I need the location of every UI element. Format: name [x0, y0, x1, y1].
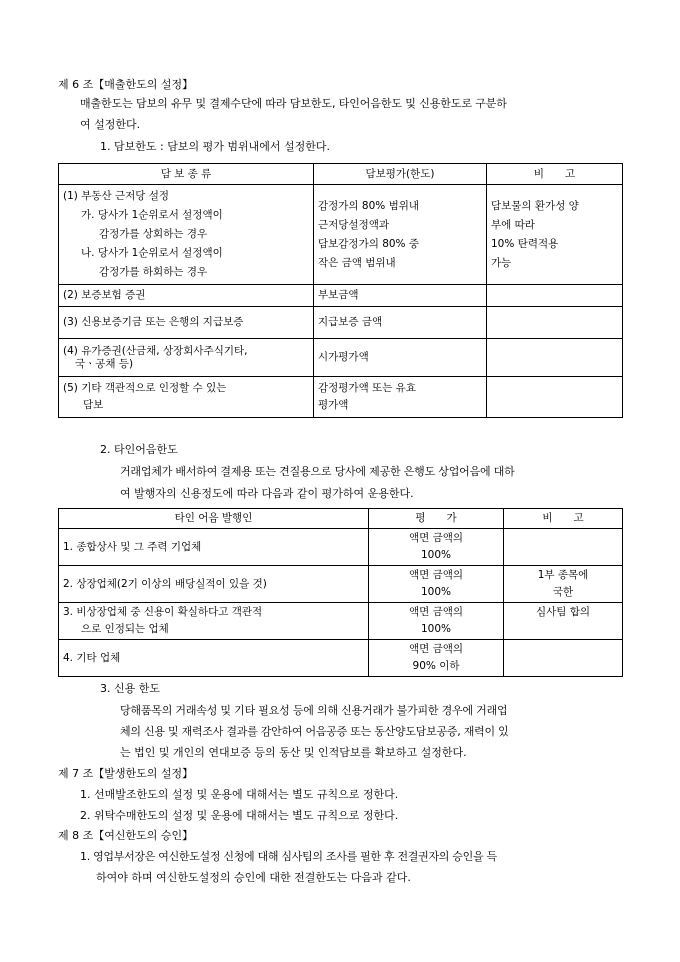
table-header: 담 보 종 류 — [59, 164, 314, 185]
table-cell: 액면 금액의 — [408, 532, 464, 544]
table-cell: 국한 — [552, 586, 574, 598]
table-cell: (4) 유가증권(산금채, 상장회사주식기타, — [63, 344, 248, 357]
section-heading: 2. 타인어음한도 — [100, 443, 178, 456]
table-cell: (3) 신용보증기금 또는 은행의 지급보증 — [59, 307, 314, 339]
table-cell: 시가평가액 — [314, 339, 487, 377]
list-item: 1. 영업부서장은 여신한도설정 신청에 대해 심사팀의 조사를 필한 후 전결권자의 승인을 득 — [80, 850, 497, 863]
table-header: 타인 어음 발행인 — [59, 509, 369, 529]
table-cell: (5) 기타 객관적으로 인정할 수 있는 — [63, 382, 227, 394]
table-row — [59, 339, 623, 377]
table-header: 담보평가(한도) — [314, 164, 487, 185]
table-cell: 부보금액 — [314, 285, 487, 307]
table-cell: 100% — [420, 549, 452, 561]
note-limit-table — [58, 508, 623, 677]
table-cell: 담보감정가의 80% 중 — [318, 237, 420, 250]
article-7-title: 제 7 조【발생한도의 설정】 — [58, 767, 194, 780]
table-cell: 10% 탄력적용 — [491, 237, 559, 250]
table-cell: 평가액 — [318, 399, 349, 411]
paragraph: 여 설정한다. — [80, 118, 141, 131]
table-cell: 심사팀 합의 — [504, 603, 623, 640]
article-8-title: 제 8 조【여신한도의 승인】 — [58, 829, 194, 842]
table-cell: 감정가를 하회하는 경우 — [99, 266, 208, 278]
paragraph: 매출한도는 담보의 유무 및 결제수단에 따라 담보한도, 타인어음한도 및 신용한도로 구분하 — [80, 97, 507, 110]
table-row — [59, 529, 623, 566]
table-row — [59, 307, 623, 339]
table-cell: 가. 당사가 1순위로서 설정액이 — [81, 209, 223, 221]
table-cell: 지급보증 금액 — [314, 307, 487, 339]
list-item: 1. 선매발조한도의 설정 및 운용에 대해서는 별도 규칙으로 정한다. — [80, 788, 399, 801]
paragraph: 거래업체가 배서하여 결제용 또는 견질용으로 당사에 제공한 은행도 상업어음에 대하 — [120, 465, 515, 478]
table-cell: 1부 종목에 — [537, 569, 589, 581]
table-cell: 100% — [420, 623, 452, 635]
table-cell — [487, 377, 623, 418]
collateral-limit-table — [58, 163, 623, 418]
table-cell: 부에 따라 — [491, 218, 535, 231]
table-header: 평 가 — [369, 509, 504, 529]
table-cell: 액면 금액의 — [408, 569, 464, 581]
table-cell: 으로 인정되는 업체 — [81, 623, 169, 635]
table-cell: 액면 금액의 — [408, 606, 464, 618]
table-cell: 작은 금액 범위내 — [318, 256, 396, 269]
table-cell — [487, 285, 623, 307]
table-row — [59, 566, 623, 603]
table-cell: 나. 당사가 1순위로서 설정액이 — [81, 247, 223, 259]
article-6-title: 제 6 조【매출한도의 설정】 — [58, 78, 194, 91]
table-row — [59, 603, 623, 640]
table-cell: 근저당설정액과 — [318, 218, 390, 231]
table-cell: 감정평가액 또는 유효 — [318, 382, 416, 394]
table-cell: 3. 비상장업체 중 신용이 확실하다고 객관적 — [63, 606, 263, 618]
table-header: 비 고 — [504, 509, 623, 529]
table-cell — [487, 339, 623, 377]
list-item: 2. 위탁수매한도의 설정 및 운용에 대해서는 별도 규칙으로 정한다. — [80, 809, 399, 822]
table-header: 비 고 — [487, 164, 623, 185]
table-cell: 담보물의 환가성 양 — [491, 199, 579, 212]
table-cell: (2) 보증보험 증권 — [59, 285, 314, 307]
table-cell: 담보 — [83, 399, 104, 411]
table-row — [59, 185, 623, 285]
list-item: 하여야 하며 여신한도설정의 승인에 대한 전결한도는 다음과 같다. — [96, 871, 411, 884]
table-cell: 가능 — [491, 256, 512, 269]
section-heading: 1. 담보한도 : 담보의 평가 범위내에서 설정한다. — [100, 140, 330, 153]
table-cell: 4. 기타 업체 — [59, 640, 369, 677]
section-heading: 3. 신용 한도 — [100, 682, 160, 695]
table-cell: (1) 부동산 근저당 설정 — [63, 190, 170, 202]
table-cell: 액면 금액의 — [408, 643, 464, 655]
table-cell — [504, 640, 623, 677]
paragraph: 는 법인 및 개인의 연대보증 등의 동산 및 인적담보를 확보하고 설정한다. — [120, 746, 467, 759]
table-cell — [487, 307, 623, 339]
paragraph: 당해품목의 거래속성 및 기타 필요성 등에 의해 신용거래가 불가피한 경우에 거래업 — [120, 704, 508, 717]
paragraph: 여 발행자의 신용정도에 따라 다음과 같이 평가하여 운용한다. — [120, 487, 414, 500]
table-cell: 국ㆍ공채 등) — [75, 357, 134, 370]
table-cell: 1. 종합상사 및 그 주력 기업체 — [59, 529, 369, 566]
table-cell: 감정가를 상회하는 경우 — [99, 228, 208, 240]
table-cell — [504, 529, 623, 566]
table-row — [59, 285, 623, 307]
table-cell: 2. 상장업체(2기 이상의 배당실적이 있을 것) — [59, 566, 369, 603]
table-cell: 감정가의 80% 범위내 — [318, 199, 420, 212]
paragraph: 체의 신용 및 재력조사 결과를 감안하여 어음공증 또는 동산양도담보공증, 재력이 있 — [120, 725, 509, 738]
table-row — [59, 377, 623, 418]
table-row — [59, 640, 623, 677]
table-cell: 100% — [420, 586, 452, 598]
table-cell: 90% 이하 — [412, 660, 460, 672]
